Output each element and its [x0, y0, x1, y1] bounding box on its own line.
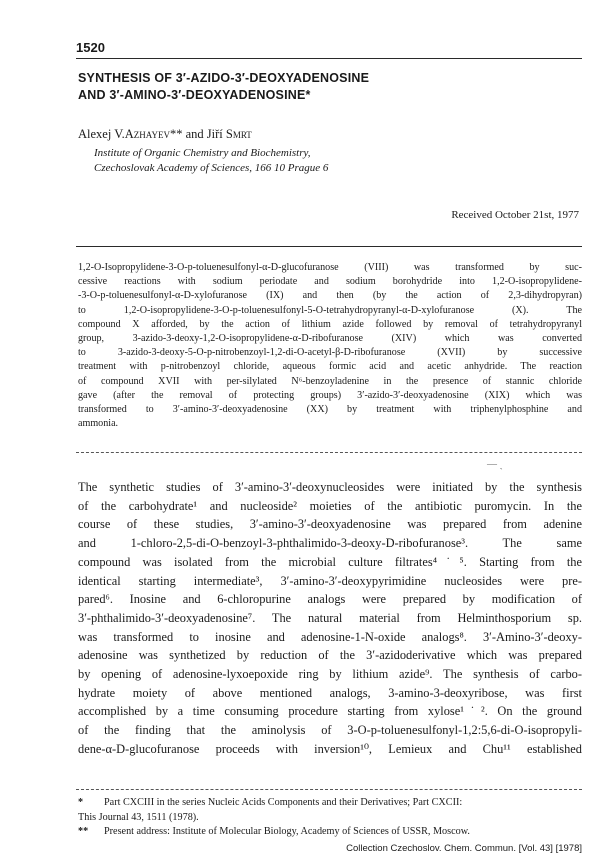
footnote — [78, 796, 582, 811]
abstract-rule-bottom — [76, 452, 582, 453]
body-text — [78, 478, 582, 759]
body-line: compound was isolated from the microbial culture filtrates⁴˙⁵. Starting from the — [78, 554, 582, 569]
abstract-rule-top — [76, 246, 582, 247]
abstract-line: treatment with p-nitrobenzoyl chloride, aqueous formic acid and acetic anhydride. The reaction — [78, 361, 582, 373]
body-line: of the carbohydrate¹ and nucleoside² moieties of the antibiotic puromycin. In the — [78, 498, 582, 513]
footnote-continuation: This Journal 43, 1511 (1978). — [78, 811, 199, 823]
author-conjunction: and Jiří — [185, 127, 223, 141]
title-line: AND 3′-AMINO-3′-DEOXYADENOSINE* — [78, 88, 311, 102]
author-1-footnote-mark: ** — [169, 127, 183, 141]
article-title — [78, 70, 578, 104]
footnote-symbol: ** — [78, 826, 89, 837]
affiliation — [94, 146, 328, 176]
footnotes — [78, 796, 582, 840]
abstract-line: to 1,2-O-isopropylidene-3-O-p-toluenesulfonyl-5-O-tetrahydropyranyl-α-D-xylofuranose (X). The — [78, 304, 582, 316]
abstract-line: -3-O-p-toluenesulfonyl-α-D-xylofuranose (IX) and then (by the action of 2,3-dihydropyran) — [78, 290, 582, 302]
body-line: The synthetic studies of 3′-amino-3′-deoxynucleosides were initiated by the synthesis — [78, 480, 582, 494]
body-line: 3′-phthalimido-3′-deoxyadenosine⁷. The natural material from Helminthosporium sp. — [78, 610, 582, 625]
body-line: identical starting intermediate³, 3′-amino-3′-deoxypyrimidine nucleosides were pre- — [78, 573, 582, 588]
body-line: adenosine was synthetized by reduction of the 3′-azidoderivative which was prepared — [78, 648, 582, 663]
page-number: 1520 — [76, 40, 105, 55]
affiliation-line: Institute of Organic Chemistry and Biochemistry, — [94, 147, 311, 159]
body-line: was transformed to inosine and adenosine-1-N-oxide analogs⁸. 3′-Amino-3′-deoxy- — [78, 629, 582, 644]
scan-mark: — ˎ — [487, 459, 503, 470]
author-1-last: Azhayev — [124, 127, 170, 141]
abstract-line: gave (after the removal of protecting groups) 3′-azido-3′-deoxyadenosine (XIX) which was — [78, 389, 582, 401]
received-date: Received October 21st, 1977 — [451, 209, 579, 221]
footnote-symbol: * — [78, 797, 84, 808]
body-line: accomplished by a time consuming procedure starting from xylose¹˙². On the ground — [78, 704, 582, 719]
author-2-last: Smrt — [225, 127, 252, 141]
footnote-line: Present address: Institute of Molecular Biology, Academy of Sciences of USSR, Moscow. — [104, 826, 470, 837]
affiliation-line: Czechoslovak Academy of Sciences, 166 10 Prague 6 — [94, 162, 329, 174]
body-line: by opening of adenosine-lyxoepoxide ring by lithium azide⁹. The synthesis of carbo- — [78, 667, 582, 682]
body-line: of the finding that the aminolysis of 3-O-p-toluenesulfonyl-1,2:5,6-di-O-isopropyli- — [78, 723, 582, 738]
abstract — [78, 261, 582, 431]
authors — [78, 127, 252, 142]
journal-citation: Collection Czechoslov. Chem. Commun. [Vol. 43] [1978] — [346, 843, 582, 854]
abstract-line: to 3-azido-3-deoxy-5-O-p-nitrobenzoyl-1,2-di-O-acetyl-β-D-ribofuranose (XVII) by successive — [78, 347, 582, 359]
author-1-first: Alexej V. — [78, 127, 125, 141]
abstract-line: transformed to 3′-amino-3′-deoxyadenosine (XX) by treatment with triphenylphosphine and — [78, 404, 582, 416]
abstract-line: compound X afforded, by the action of lithium azide followed by removal of tetrahydropyranyl — [78, 318, 582, 330]
body-line: and 1-chloro-2,5-di-O-benzoyl-3-phthalimido-3-deoxy-D-ribofuranose³. The same — [78, 536, 582, 551]
footnote — [78, 825, 582, 840]
abstract-line: ammonia. — [78, 418, 119, 430]
abstract-line: of compound XVII with per-silylated N⁶-benzoyladenine in the presence of stannic chloride — [78, 375, 582, 387]
body-line: pared⁶. Inosine and 6-chloropurine analogs were prepared by modification of — [78, 592, 582, 607]
abstract-line: 1,2-O-Isopropylidene-3-O-p-toluenesulfonyl-α-D-glucofuranose (VIII) was transformed by suc- — [78, 262, 582, 273]
title-line: SYNTHESIS OF 3′-AZIDO-3′-DEOXYADENOSINE — [78, 71, 370, 85]
footnote-line: Part CXCIII in the series Nucleic Acids Components and their Derivatives; Part CXCII: — [104, 797, 463, 808]
abstract-line: cessive reactions with sodium periodate and sodium borohydride into 1,2-O-isopropylidene- — [78, 276, 582, 288]
abstract-line: group, 3-azido-3-deoxy-1,2-O-isopropylidene-α-D-ribofuranose (XIV) which was converted — [78, 333, 582, 345]
header-rule — [76, 58, 582, 59]
body-line: hydrate moiety of above mentioned analogs, 3-amino-3-deoxyribose, was first — [78, 685, 582, 700]
body-line: course of these studies, 3′-amino-3′-deoxyadenosine was prepared from adenine — [78, 517, 582, 532]
body-line: dene-α-D-glucofuranose proceeds with inversion¹⁰, Lemieux and Chu¹¹ established — [78, 741, 582, 756]
footnote-rule — [76, 789, 582, 790]
